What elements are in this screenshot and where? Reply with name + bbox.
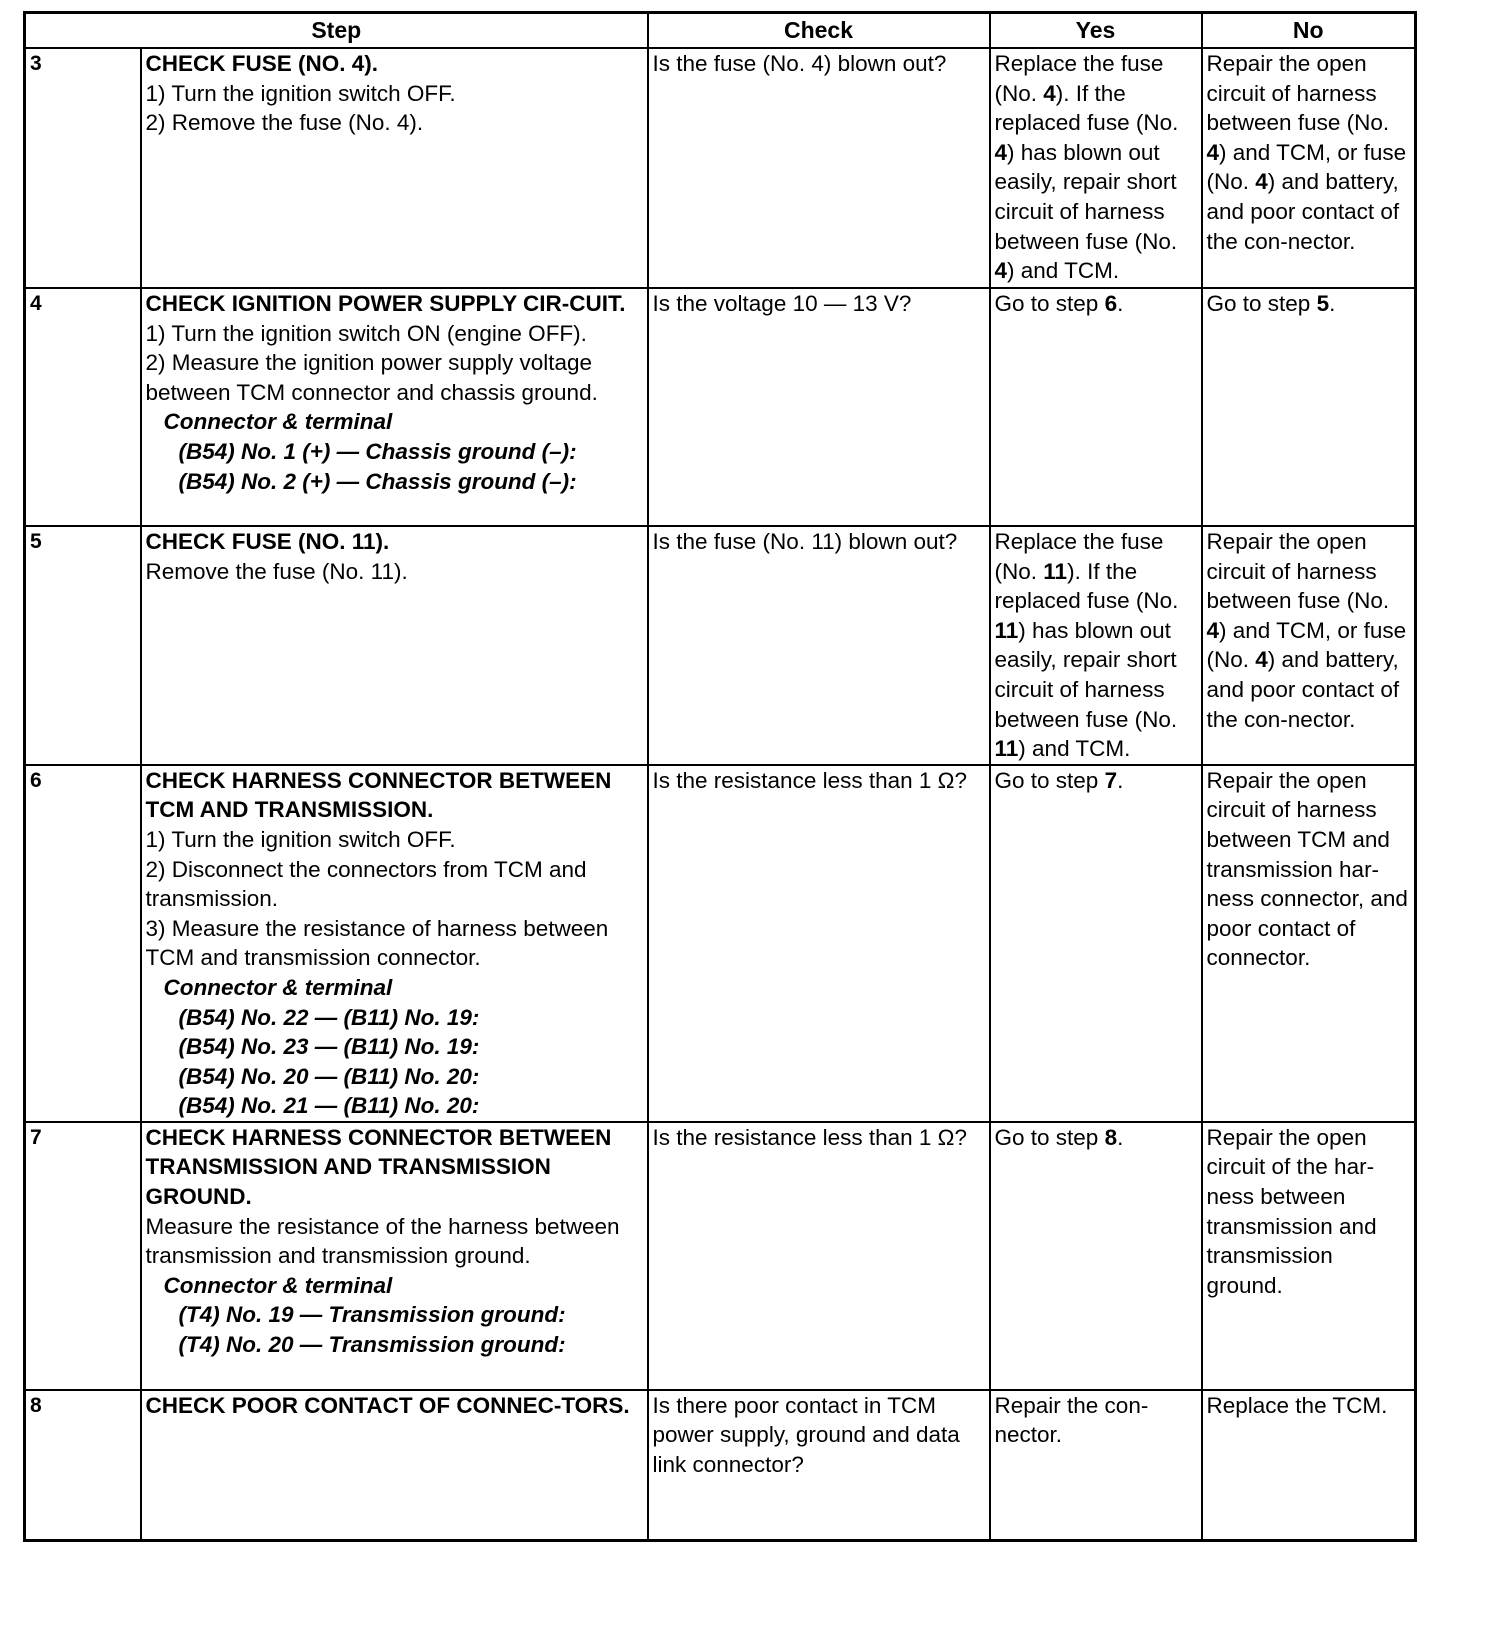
connector-terminal-heading: Connector & terminal: [163, 974, 393, 1000]
connector-terminal-line: (B54) No. 1 (+) — Chassis ground (–):: [178, 438, 577, 464]
no-cell: Repair the open circuit of harness between TCM and transmission har-ness connector, and poor contact of connector.: [1202, 765, 1416, 1122]
instruction-line: Measure the resistance of the harness between transmission and transmission ground.: [145, 1213, 620, 1269]
diagnostic-procedure-table: [23, 11, 1417, 1542]
instruction-line: 3) Measure the resistance of harness between TCM and transmission connector.: [145, 915, 609, 971]
step-number: 8: [25, 1390, 141, 1541]
step-number: 5: [25, 526, 141, 765]
step-title: CHECK FUSE (NO. 11).: [145, 529, 390, 554]
connector-terminal-block: [146, 973, 643, 1121]
step-title: CHECK POOR CONTACT OF CONNEC-TORS.: [145, 1392, 630, 1418]
connector-terminal-line: (T4) No. 20 — Transmission ground:: [178, 1332, 566, 1358]
check-cell: Is the fuse (No. 11) blown out?: [648, 526, 990, 765]
check-cell: Is the resistance less than 1 Ω?: [648, 1122, 990, 1390]
connector-terminal-line: (T4) No. 19 — Transmission ground:: [178, 1302, 566, 1328]
check-cell: Is the voltage 10 — 13 V?: [648, 288, 990, 526]
step-title: CHECK HARNESS CONNECTOR BETWEEN TCM AND TRANSMISSION.: [145, 767, 612, 823]
step-number: 4: [25, 288, 141, 526]
table-row-step-3: [25, 48, 1416, 288]
yes-cell: Go to step 8.: [990, 1122, 1202, 1390]
instruction-line: 2) Measure the ignition power supply voltage between TCM connector and chassis ground.: [145, 350, 598, 405]
instruction-line: Remove the fuse (No. 11).: [145, 558, 408, 584]
table-row-step-5: [25, 526, 1416, 765]
step-number: 7: [25, 1122, 141, 1390]
connector-terminal-heading: Connector & terminal: [163, 1272, 393, 1298]
connector-terminal-line: (B54) No. 22 — (B11) No. 19:: [178, 1004, 480, 1030]
step-cell: [141, 288, 648, 526]
step-cell: [141, 526, 648, 765]
instruction-line: 2) Disconnect the connectors from TCM and transmission.: [145, 856, 587, 912]
check-cell: Is the fuse (No. 4) blown out?: [648, 48, 990, 288]
yes-cell: Replace the fuse (No. 11). If the replaced fuse (No. 11) has blown out easily, repair short circuit of harness between fuse (No. 11) and TCM.: [990, 526, 1202, 765]
yes-cell: Repair the con-nector.: [990, 1390, 1202, 1541]
instruction-line: 1) Turn the ignition switch OFF.: [145, 826, 456, 852]
header-check: Check: [648, 13, 990, 49]
no-cell: Go to step 5.: [1202, 288, 1416, 526]
step-cell: [141, 1122, 648, 1390]
no-cell: Repair the open circuit of harness between fuse (No. 4) and TCM, or fuse (No. 4) and battery, and poor contact of the con-nector.: [1202, 526, 1416, 765]
yes-cell: Replace the fuse (No. 4). If the replaced fuse (No. 4) has blown out easily, repair short circuit of harness between fuse (No. 4) and TCM.: [990, 48, 1202, 288]
step-number: 3: [25, 48, 141, 288]
instruction-line: 1) Turn the ignition switch OFF.: [145, 80, 456, 106]
step-instructions: [146, 557, 643, 587]
table-header-row: [25, 13, 1416, 49]
table-row-step-7: [25, 1122, 1416, 1390]
yes-cell: Go to step 7.: [990, 765, 1202, 1122]
step-number: 6: [25, 765, 141, 1122]
header-step: Step: [25, 13, 648, 49]
connector-terminal-heading: Connector & terminal: [163, 409, 393, 435]
no-cell: Repair the open circuit of the har-ness between transmission and transmission ground.: [1202, 1122, 1416, 1390]
connector-terminal-line: (B54) No. 23 — (B11) No. 19:: [178, 1034, 480, 1060]
connector-terminal-line: (B54) No. 20 — (B11) No. 20:: [178, 1063, 480, 1089]
table-row-step-6: [25, 765, 1416, 1122]
connector-terminal-line: (B54) No. 21 — (B11) No. 20:: [178, 1093, 480, 1119]
instruction-line: 2) Remove the fuse (No. 4).: [145, 110, 424, 136]
step-cell: [141, 48, 648, 288]
step-cell: [141, 1390, 648, 1541]
step-title: CHECK FUSE (NO. 4).: [145, 51, 379, 76]
step-cell: [141, 765, 648, 1122]
step-instructions: [146, 319, 643, 408]
table-row-step-4: [25, 288, 1416, 526]
yes-cell: Go to step 6.: [990, 288, 1202, 526]
connector-terminal-line: (B54) No. 2 (+) — Chassis ground (–):: [178, 468, 577, 494]
header-no: No: [1202, 13, 1416, 49]
no-cell: Replace the TCM.: [1202, 1390, 1416, 1541]
table-row-step-8: [25, 1390, 1416, 1541]
step-instructions: [146, 1212, 643, 1271]
step-instructions: [146, 825, 643, 973]
connector-terminal-block: [146, 407, 643, 496]
check-cell: Is the resistance less than 1 Ω?: [648, 765, 990, 1122]
instruction-line: 1) Turn the ignition switch ON (engine OFF).: [145, 320, 587, 346]
header-yes: Yes: [990, 13, 1202, 49]
connector-terminal-block: [146, 1271, 643, 1360]
check-cell: Is there poor contact in TCM power supply, ground and data link connector?: [648, 1390, 990, 1541]
step-instructions: [146, 79, 643, 138]
no-cell: Repair the open circuit of harness between fuse (No. 4) and TCM, or fuse (No. 4) and battery, and poor contact of the con-nector.: [1202, 48, 1416, 288]
step-title: CHECK HARNESS CONNECTOR BETWEEN TRANSMISSION AND TRANSMISSION GROUND.: [145, 1124, 612, 1210]
step-title: CHECK IGNITION POWER SUPPLY CIR-CUIT.: [145, 291, 626, 316]
